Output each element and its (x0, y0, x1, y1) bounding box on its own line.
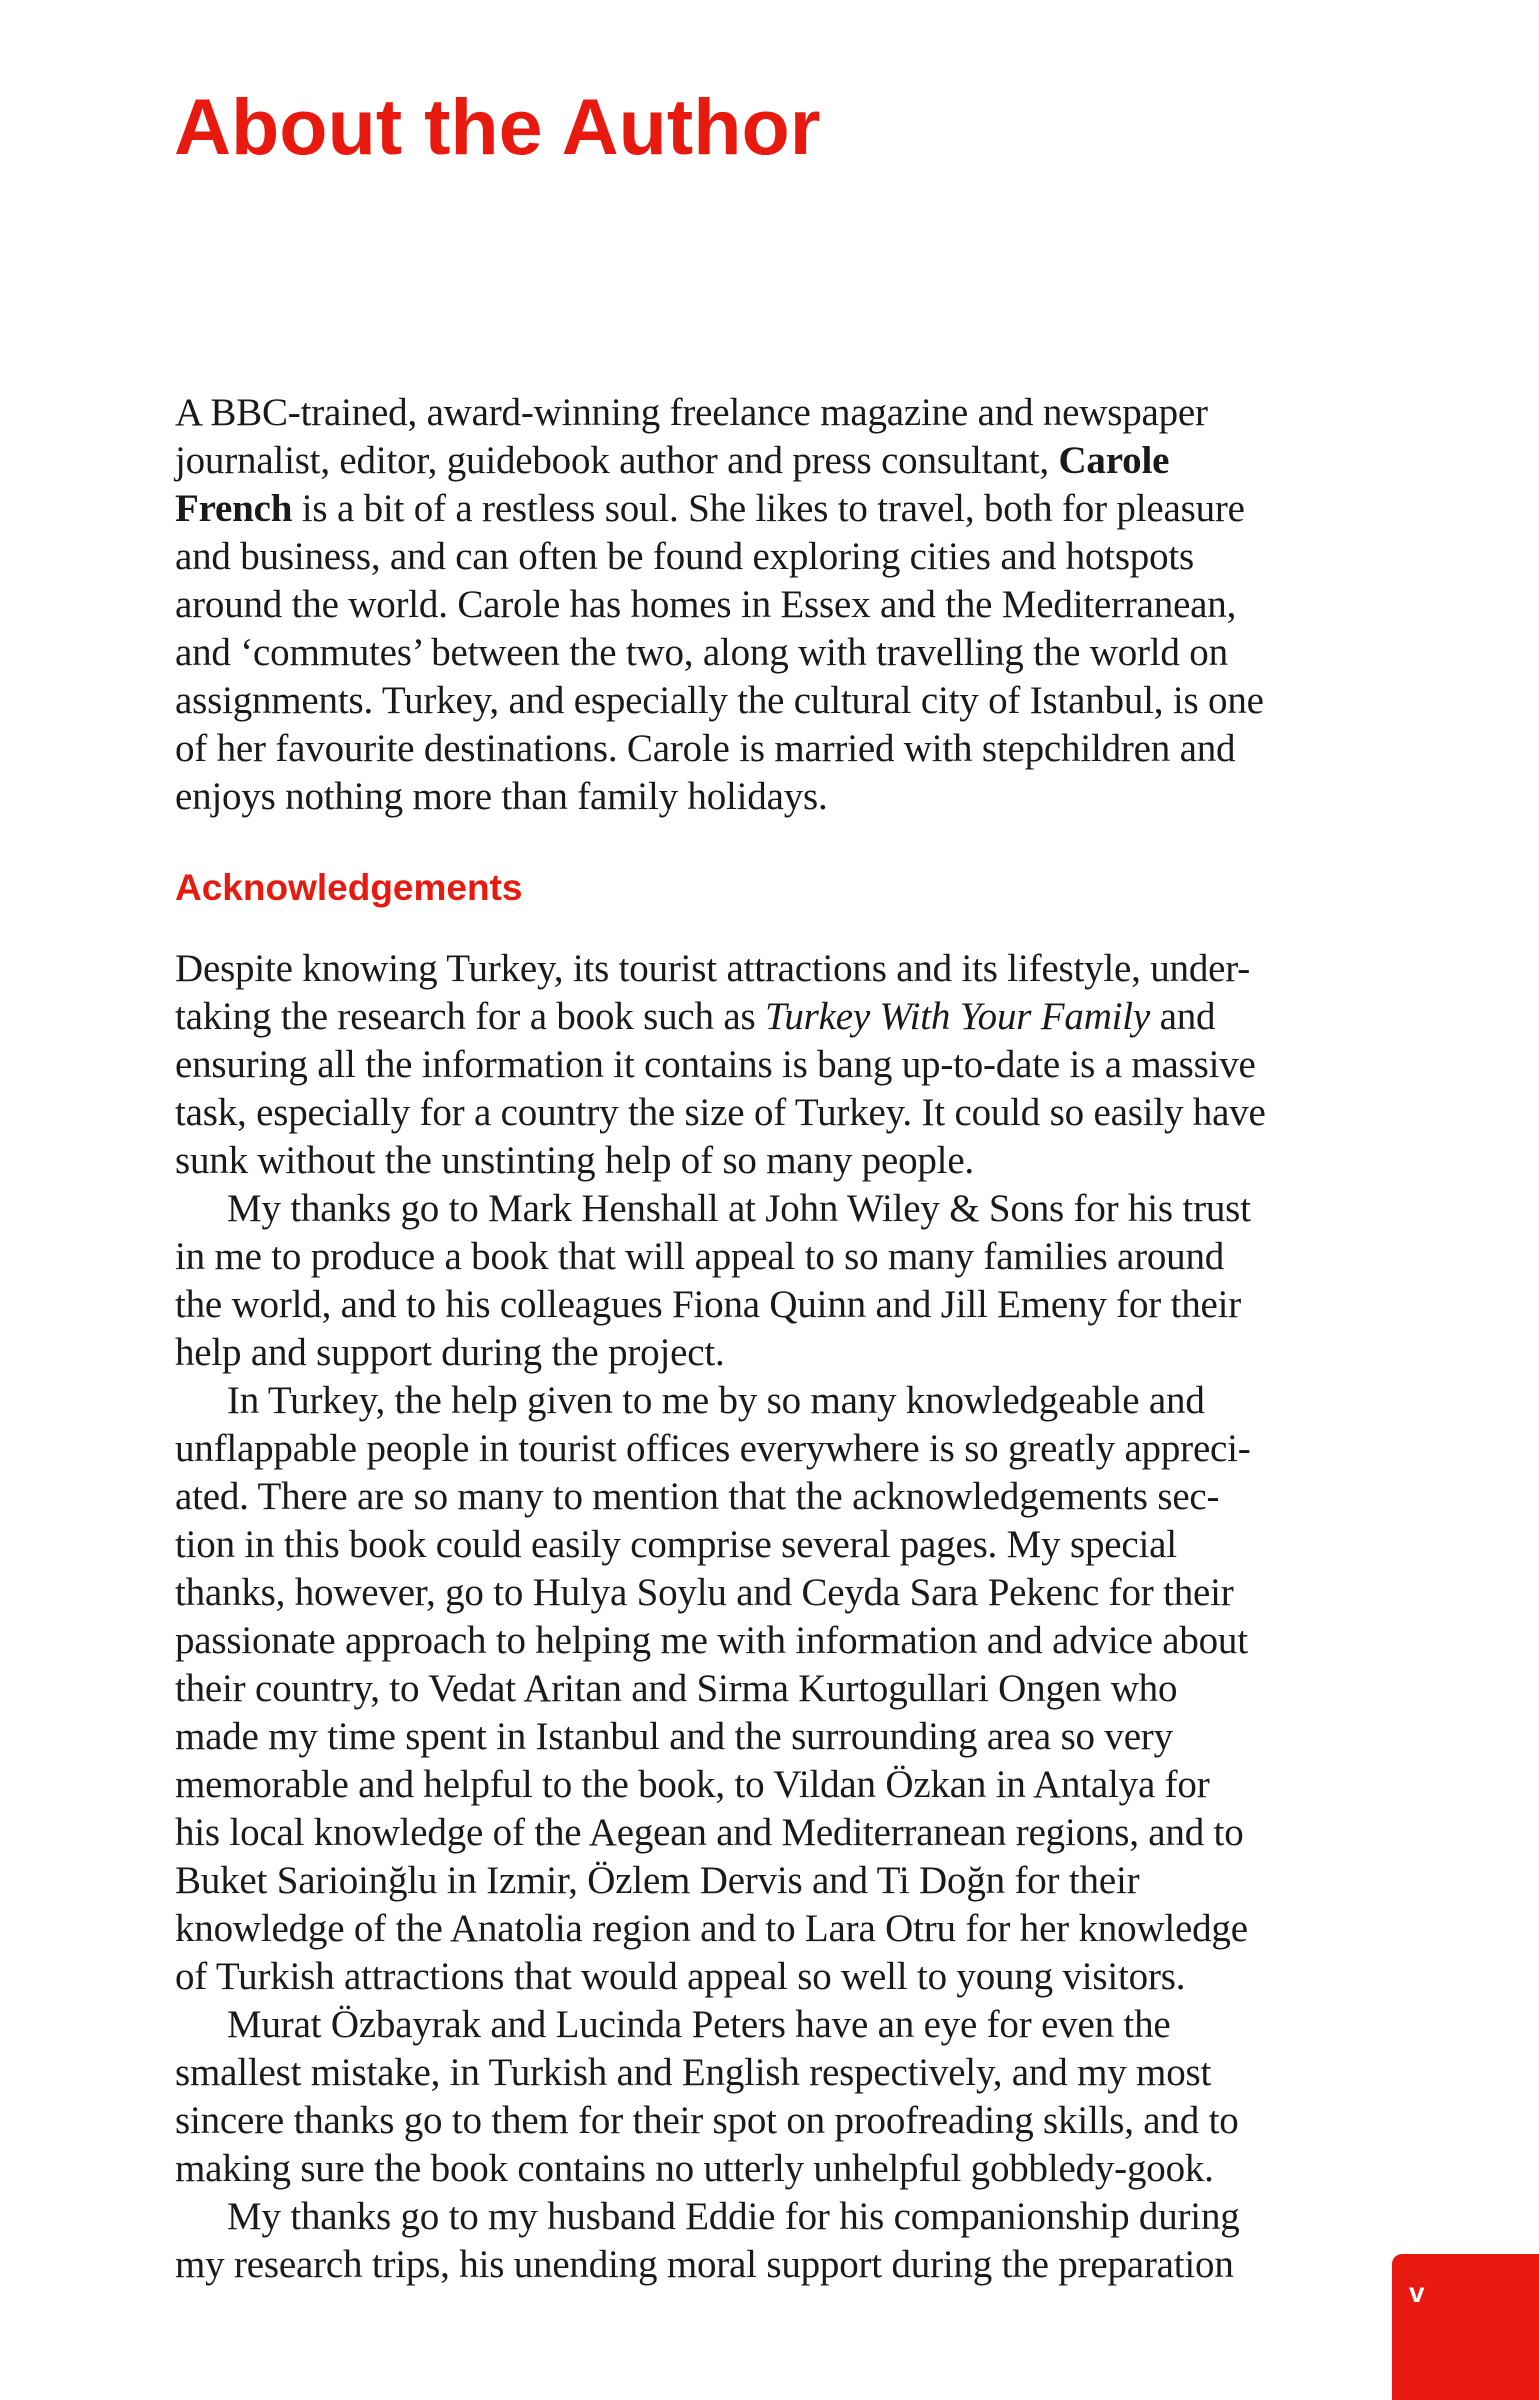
ack-line: knowledge of the Anatolia region and to Lara Otru for her knowledge (175, 1907, 1248, 1950)
author-bio (175, 389, 1370, 821)
ack-line: made my time spent in Istanbul and the surrounding area so very (175, 1715, 1173, 1758)
ack-line: tion in this book could easily comprise several pages. My special (175, 1523, 1177, 1566)
ack-line: making sure the book contains no utterly unhelpful gobbledy-gook. (175, 2147, 1214, 2190)
page-title: About the Author (174, 82, 821, 171)
ack-line: Despite knowing Turkey, its tourist attractions and its lifestyle, under- (175, 947, 1251, 990)
author-name-first: Carole (1058, 439, 1170, 482)
ack-line: sunk without the unstinting help of so many people. (175, 1139, 974, 1182)
bio-line: and business, and can often be found exploring cities and hotspots (175, 535, 1195, 578)
bio-line: A BBC-trained, award-winning freelance magazine and newspaper (175, 391, 1208, 434)
ack-line: memorable and helpful to the book, to Vildan Özkan in Antalya for (175, 1763, 1210, 1806)
acknowledgements-heading: Acknowledgements (175, 867, 523, 908)
ack-line-text: and (1150, 995, 1216, 1038)
ack-line (175, 993, 1370, 1041)
ack-line: of Turkish attractions that would appeal so well to young visitors. (175, 1955, 1186, 1998)
ack-line: Buket Sarioinğlu in Izmir, Özlem Dervis and Ti Doğn for their (175, 1859, 1140, 1902)
ack-line: my research trips, his unending moral support during the preparation (175, 2243, 1234, 2286)
ack-line: his local knowledge of the Aegean and Mediterranean regions, and to (175, 1811, 1244, 1854)
ack-line: thanks, however, go to Hulya Soylu and Ceyda Sara Pekenc for their (175, 1571, 1234, 1614)
ack-line: sincere thanks go to them for their spot on proofreading skills, and to (175, 2099, 1239, 2142)
ack-line: In Turkey, the help given to me by so many knowledgeable and (227, 1379, 1205, 1422)
bio-line: around the world. Carole has homes in Essex and the Mediterranean, (175, 583, 1237, 626)
bio-line: and ‘commutes’ between the two, along with travelling the world on (175, 631, 1228, 674)
page-number: v (1409, 2277, 1425, 2308)
ack-line: smallest mistake, in Turkish and English respectively, and my most (175, 2051, 1212, 2094)
ack-line: My thanks go to my husband Eddie for his companionship during (227, 2195, 1240, 2238)
acknowledgements-body (175, 945, 1370, 2289)
ack-line: in me to produce a book that will appeal to so many families around (175, 1235, 1225, 1278)
page-number-tab (1392, 2254, 1539, 2400)
ack-line: ated. There are so many to mention that the acknowledgements sec- (175, 1475, 1220, 1518)
ack-line: their country, to Vedat Aritan and Sirma Kurtogullari Ongen who (175, 1667, 1178, 1710)
bio-line (175, 437, 1370, 485)
ack-line: unflappable people in tourist offices everywhere is so greatly appreci- (175, 1427, 1251, 1470)
ack-line: passionate approach to helping me with information and advice about (175, 1619, 1248, 1662)
bio-line-text: is a bit of a restless soul. She likes to travel, both for pleasure (292, 487, 1245, 530)
author-name-last: French (175, 487, 293, 530)
bio-line: assignments. Turkey, and especially the cultural city of Istanbul, is one (175, 679, 1264, 722)
bio-line: enjoys nothing more than family holidays. (175, 775, 828, 818)
ack-line: help and support during the project. (175, 1331, 725, 1374)
ack-line-text: taking the research for a book such as (175, 995, 765, 1038)
ack-line: the world, and to his colleagues Fiona Quinn and Jill Emeny for their (175, 1283, 1242, 1326)
bio-line (175, 485, 1370, 533)
ack-line: ensuring all the information it contains is bang up-to-date is a massive (175, 1043, 1256, 1086)
book-title: Turkey With Your Family (764, 995, 1151, 1038)
ack-line: My thanks go to Mark Henshall at John Wiley & Sons for his trust (227, 1187, 1251, 1230)
bio-line: of her favourite destinations. Carole is married with stepchildren and (175, 727, 1236, 770)
ack-line: task, especially for a country the size of Turkey. It could so easily have (175, 1091, 1266, 1134)
ack-line: Murat Özbayrak and Lucinda Peters have an eye for even the (227, 2003, 1171, 2046)
bio-line-text: journalist, editor, guidebook author and press consultant, (175, 439, 1059, 482)
